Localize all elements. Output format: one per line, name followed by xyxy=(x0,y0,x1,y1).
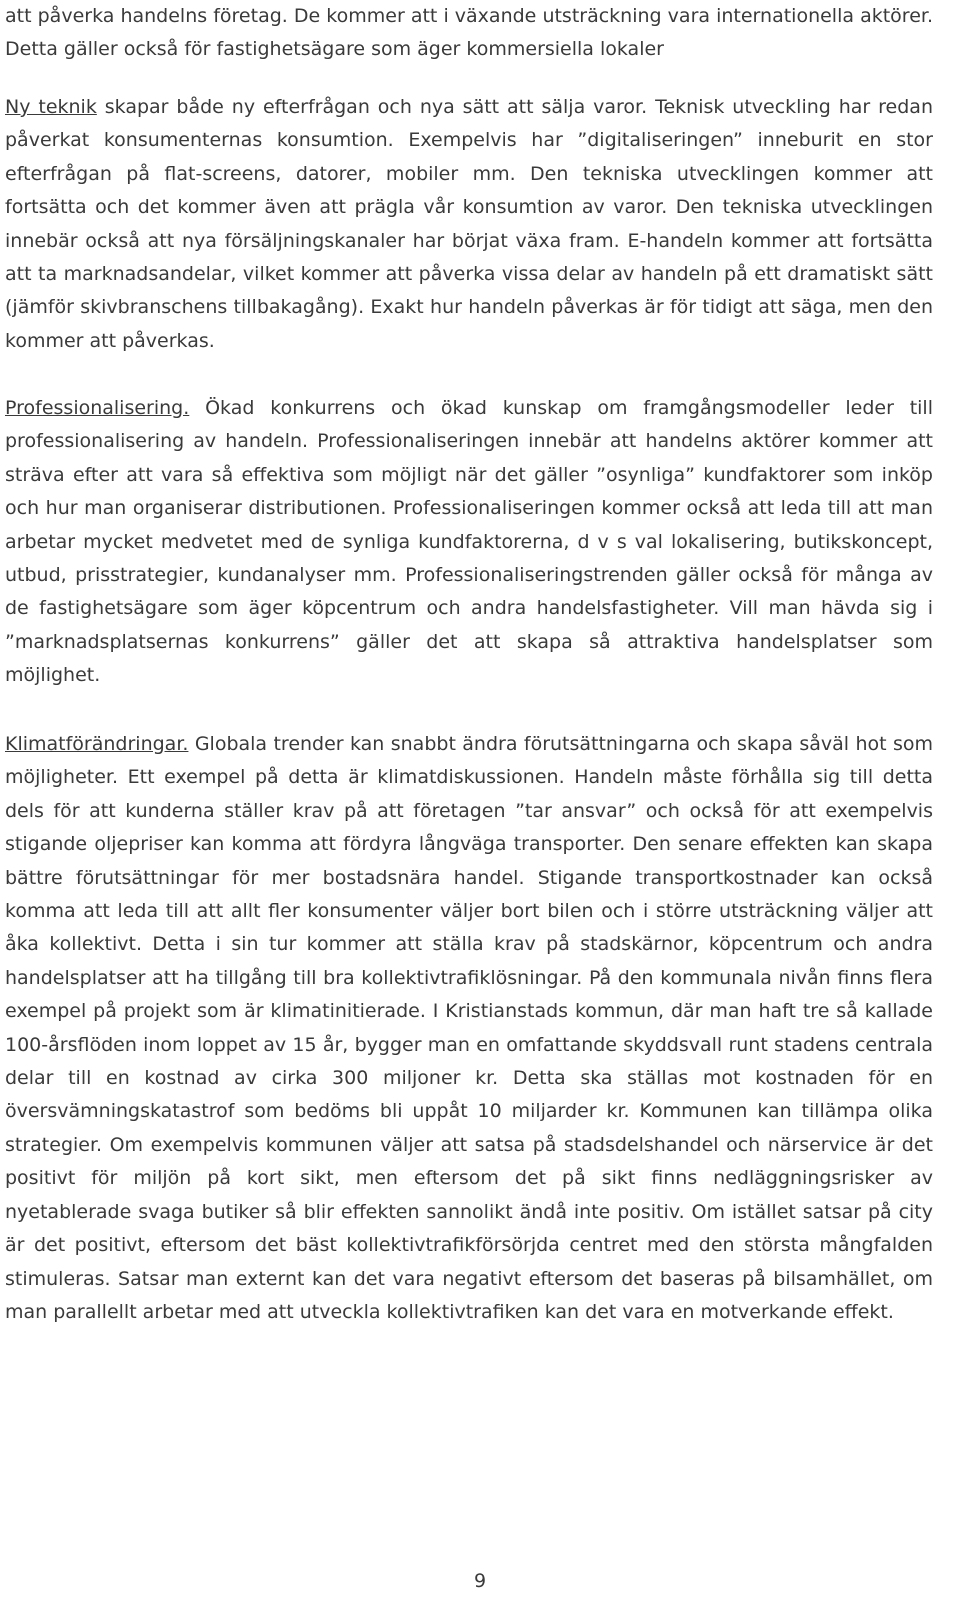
page-number: 9 xyxy=(473,1570,487,1592)
paragraph-klimatforandringar xyxy=(5,728,933,1329)
paragraph-professionalisering-text: Ökad konkurrens och ökad kunskap om framgångsmodeller leder till professionalisering av handeln. Professionaliseringen innebär att handelns aktörer kommer att sträva efter att vara så effektiva som möjligt när det gäller ”osynliga” kundfaktorer som inköp och hur man organiserar distributionen. Professionaliseringen kommer också att leda till att man arbetar mycket medvetet med de synliga kundfaktorerna, d v s val lokalisering, butikskoncept, utbud, prisstrategier, kundanalyser mm. Professionaliseringstrenden gäller också för många av de fastighetsägare som äger köpcentrum och andra handelsfastigheter. Vill man hävda sig i ”marknadsplatsernas konkurrens” gäller det att skapa så attraktiva handelsplatser som möjlighet. xyxy=(5,397,933,687)
paragraph-professionalisering xyxy=(5,392,933,693)
heading-ny-teknik: Ny teknik xyxy=(5,96,97,118)
paragraph-klimatforandringar-text: Globala trender kan snabbt ändra förutsättningarna och skapa såväl hot som möjligheter. Ett exempel på detta är klimatdiskussionen. Handeln måste förhålla sig till detta dels för att kunderna ställer krav på att företagen ”tar ansvar” och också för att exempelvis stigande oljepriser kan komma att fördyra långväga transporter. Den senare effekten kan skapa bättre förutsättningar för mer bostadsnära handel. Stigande transportkostnader kan också komma att leda till att allt fler konsumenter väljer bort bilen och i större utsträckning väljer att åka kollektivt. Detta i sin tur kommer att ställa krav på stadskärnor, köpcentrum och andra handelsplatser att ha tillgång till bra kollektivtrafiklösningar. På den kommunala nivån finns flera exempel på projekt som är klimatinitierade. I Kristianstads kommun, där man haft tre så kallade 100-årsflöden inom loppet av 15 år, bygger man en omfattande skyddsvall runt stadens centrala delar till en kostnad av cirka 300 miljoner kr. Detta ska ställas mot kostnaden för en översvämningskatastrof som bedöms bli uppåt 10 miljarder kr. Kommunen kan tillämpa olika strategier. Om exempelvis kommunen väljer att satsa på stadsdelshandel och närservice är det positivt för miljön på kort sikt, men eftersom det på sikt finns nedläggningsrisker av nyetablerade svaga butiker så blir effekten sannolikt ändå inte positiv. Om istället satsar på city är det positivt, eftersom det bäst kollektivtrafikförsörjda centret med den största mångfalden stimuleras. Satsar man externt kan det vara negativt eftersom det baseras på bilsamhället, om man parallellt arbetar med att utveckla kollektivtrafiken kan det vara en motverkande effekt. xyxy=(5,733,933,1323)
paragraph-ny-teknik-text: skapar både ny efterfrågan och nya sätt att sälja varor. Teknisk utveckling har redan påverkat konsumenternas konsumtion. Exempelvis har ”digitaliseringen” inneburit en stor efterfrågan på flat-screens, datorer, mobiler mm. Den tekniska utvecklingen kommer att fortsätta och det kommer även att prägla vår konsumtion av varor. Den tekniska utvecklingen innebär också att nya försäljningskanaler har börjat växa fram. E-handeln kommer att fortsätta att ta marknadsandelar, vilket kommer att påverka vissa delar av handeln på ett dramatiskt sätt (jämför skivbranschens tillbakagång). Exakt hur handeln påverkas är för tidigt att säga, men den kommer att påverkas. xyxy=(5,96,933,352)
paragraph-intro xyxy=(5,0,933,67)
heading-klimatforandringar: Klimatförändringar. xyxy=(5,733,189,755)
paragraph-ny-teknik xyxy=(5,91,933,358)
paragraph-intro-text: att påverka handelns företag. De kommer att i växande utsträckning vara internationella aktörer. Detta gäller också för fastighetsägare som äger kommersiella lokaler xyxy=(5,5,933,61)
heading-professionalisering: Professionalisering. xyxy=(5,397,190,419)
